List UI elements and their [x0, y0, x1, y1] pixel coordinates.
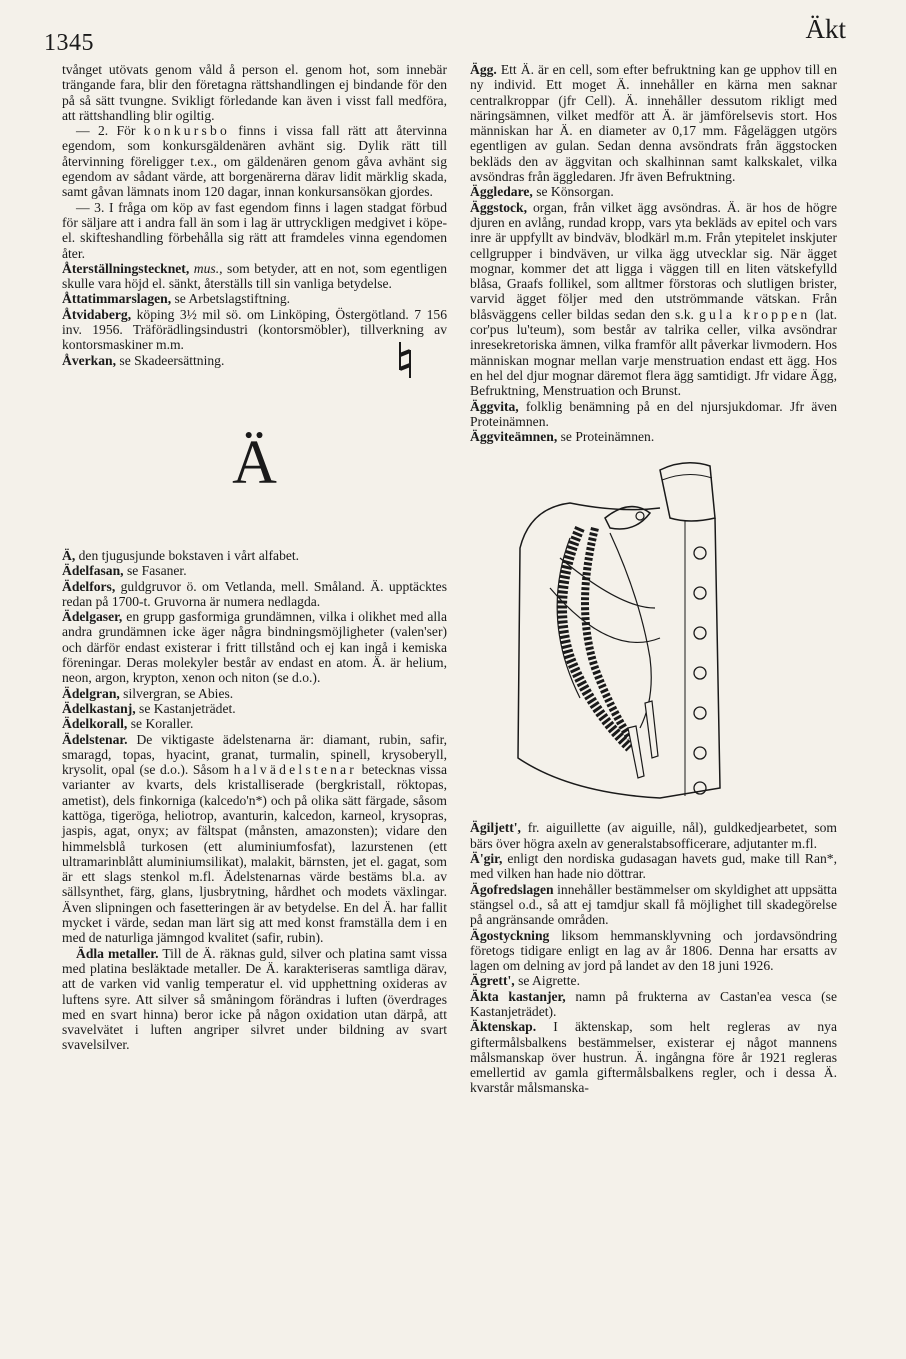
running-head: Äkt — [805, 14, 846, 44]
page-number: 1345 — [44, 30, 94, 56]
section-letter-wrap — [62, 428, 447, 497]
entry-averkan: Åverkan, se Skadeersättning. — [62, 352, 225, 368]
paragraph-fast-egendom: — 3. I fråga om köp av fast egendom finns i lagen stadgat förbud för säljare att i andra fall än som i lag är uttryckligen medgivet i köpe- el. skifteshandling förbehålla sig rätt att framdeles vinna egendomen åter. — [62, 199, 447, 261]
entry-adelgaser: Ädelgaser, en grupp gasformiga grundämnen, vilka i olikhet med alla andra grundämnen icke äger några bindningsmöjligheter (valen'ser) och därför endast existerar i fritt tillstånd och ej kan ingå i kemiska föreningar. Deras molekyler består av endast en atom. Ä. är helium, neon, argon, krypton, xenon och niton (se d.o.). — [62, 609, 447, 686]
entry-atvidaberg: Åtvidaberg, köping 3½ mil sö. om Linköping, Östergötland. 7 156 inv. 1956. Träförädlingsindustri (kontorsmöbler), tillverkning av kontorsmaskiner m.m. — [62, 306, 447, 353]
entry-aggvita: Äggvita, folklig benämning på en del njursjukdomar. Jfr även Proteinämnen. — [470, 398, 837, 429]
entry-adelkorall: Ädelkorall, se Koraller. — [62, 716, 194, 732]
right-column — [470, 62, 837, 1096]
entry-aktenskap: Äktenskap. I äktenskap, som helt regleras av nya giftermålsbalkens bestämmelser, existerar ej något mannens målsmanskap över hustrun. Ä. ingångna före år 1921 regleras emellertid av gamla giftermålsbalkens regler, och i dessa Ä. kvarstår målsmanska- — [470, 1019, 837, 1096]
entry-aggledare: Äggledare, se Könsorgan. — [470, 184, 614, 200]
entry-aggstock: Äggstock, organ, från vilket ägg avsöndras. Ä. är hos de högre djuren en avlång, rundad kropp, vars yta bekläds av epitel och vars inre är uppfyllt av bindväv, blodkärl m.m. Från ytepitelet inskjuter cellgrupper i bindväven, ur vilka ägg utvecklar sig. När ägget mognar, kommer det att ligga i väggen till en liten vätskefylld blåsa, Graafs follikel, som alltmer förstoras och slutligen brister, varvid ägget följer med den utströmmande vätskan. Från blåsväggens celler bildas sedan den s.k. gula kroppen (lat. cor'pus lu'teum), som består av talrika celler, vilka avsöndrar inresekretoriska ämnen, vilka framför allt påverkar livmodern. Hos människan mognar mellan varje menstruation endast ett ägg. Hos en hel del djur mognar däremot flera ägg samtidigt. Jfr vidare Ägg, Befruktning, Menstruation och Brunst. — [470, 199, 837, 399]
entry-agrett: Ägrett', se Aigrette. — [470, 973, 580, 989]
entry-agir: Ä'gir, enligt den nordiska gudasagan havets gud, make till Ran*, med vilken han hade nio döttrar. — [470, 851, 837, 882]
entry-adelgran: Ädelgran, silvergran, se Abies. — [62, 685, 234, 701]
entry-adelfasan: Ädelfasan, se Fasaner. — [62, 563, 187, 579]
entry-agg: Ägg. Ett Ä. är en cell, som efter befruktning kan ge upphov till en ny individ. Ett moget Ä. innehåller en kärna men saknar centralkroppar (jfr Cell). Ä. innehåller dessutom rikligt med näringsämnen, vilket medför att Ä. är jämförelsevis stort. Hos människan har Ä. en diameter av 0,17 mm. Fågeläggen utgörs egentligen av gulan. Sedan denna avsöndrats från äggstocken bekläds den av äggvitan och skalhinnan samt kalkskalet, vilka avsöndras från äggledaren. Jfr även Befruktning. — [470, 62, 837, 185]
entry-adelfors: Ädelfors, guldgruvor ö. om Vetlanda, mell. Småland. Ä. upptäcktes redan på 1700-t. Gruvorna är numera nedlagda. — [62, 578, 447, 609]
left-column — [62, 62, 447, 1053]
natural-sign-icon — [394, 340, 416, 380]
entry-adelkastanj: Ädelkastanj, se Kastanjeträdet. — [62, 700, 236, 716]
entry-agofredslagen: Ägofredslagen innehåller bestämmelser om skyldighet att uppsätta stängsel o.d., så att ej tamdjur skall få möjlighet till skadegörelse på angränsande områden. — [470, 881, 837, 928]
paragraph-continuation: tvånget utövats genom våld å person el. genom hot, som innebär trängande fara, blir den företagna rättshandlingen ej bindande för den på så sätt tvungne. Svikligt förledande kan även i visst fall medföra, att rättshandling blir ogiltig. — [62, 62, 447, 123]
section-letter: Ä — [232, 428, 277, 497]
aiguillette-drawing — [510, 458, 730, 806]
entry-adelstenar: Ädelstenar. De viktigaste ädelstenarna är: diamant, rubin, safir, smaragd, topas, hyacint, granat, turmalin, spinell, krysoberyll, krysolit, opal (se d.o.). Såsom halvädelstenar betecknas vissa varianter av kvarts, dels kristalliserade (bergkristall, röktopas, ametist), dels finkorniga (kalcedo'n*) och på olika sätt färgade, såsom kattöga, tigeröga, heliotrop, avanturin, kalcedon, karneol, krysopras, jaspis, agat, onyx; av fältspat (månsten, amazonsten); vidare den himmelsblå turkosen (ett aluminiumfosfat), lazurstenen (ett ultramarinblått aluminiumsilikat), malakit, bärnsten, jet el. gagat, som är ett slags stenkol m.fl. Ädelstenarnas värde bestäms bl.a. av sällsynthet, färg, glans, ljusbrytning, hårdhet och modets växlingar. Även slipningen och fasetteringen är av betydelse. En del Ä. har fallit mycket i värde, sedan man lärt sig att med konst framställa dem i en med de naturliga jämngod kvalitet (safir, rubin). — [62, 731, 447, 946]
entry-akta-kastanjer: Äkta kastanjer, namn på frukterna av Castan'ea vesca (se Kastanjeträdet). — [470, 988, 837, 1019]
entry-a: Ä, den tjugusjunde bokstaven i vårt alfabet. — [62, 547, 300, 563]
entry-aterstallningstecknet: Återställningstecknet, mus., som betyder, att en not, som egentligen skulle vara höjd el. sänkt, återställs till sin vanliga betydelse. — [62, 260, 448, 292]
aiguillette-illustration — [510, 458, 730, 806]
entry-attatimmarslagen: Åttatimmarslagen, se Arbetslagstiftning. — [62, 291, 291, 307]
entry-adla-metaller: Ädla metaller. Till de Ä. räknas guld, silver och platina samt vissa med platina besläktade metaller. De Ä. karakteriseras samtliga därav, att de varken vid vanlig temperatur el. vid upphettning oxideras av luftens syre. Att silver så småningom förändras i luften (överdrages med en svart hinna) beror icke på någon oxidation utan därpå, att svavelvätet i luften angriper silvret under bildning av svart svavelsilver. — [62, 945, 447, 1053]
paragraph-konkursbo: — 2. För konkursbo finns i vissa fall rätt att återvinna egendom, som konkursgäldenären avhänt sig. Dylik rätt till återvinning föreligger t.ex., om gäldenären genom gåva avhänt sig egendom av sådant värde, att borgenärerna därav lidit märklig skada, samt gåvan lämnats inom 120 dagar, innan konkursansökan gjordes. — [62, 123, 447, 200]
entry-aggviteamnen: Äggviteämnen, se Proteinämnen. — [470, 429, 655, 445]
entry-agiljett: Ägiljett', fr. aiguillette (av aiguille, nål), guldkedjearbetet, som bärs över högra axeln av generalstabsofficerare, adjutanter m.fl. — [470, 820, 837, 851]
entry-agostyckning: Ägostyckning liksom hemmansklyvning och jordavsöndring företogs tidigare enligt en lag av år 1806. Denna har ersatts av lagen om delning av jord på landet av den 18 juni 1926. — [470, 927, 837, 974]
